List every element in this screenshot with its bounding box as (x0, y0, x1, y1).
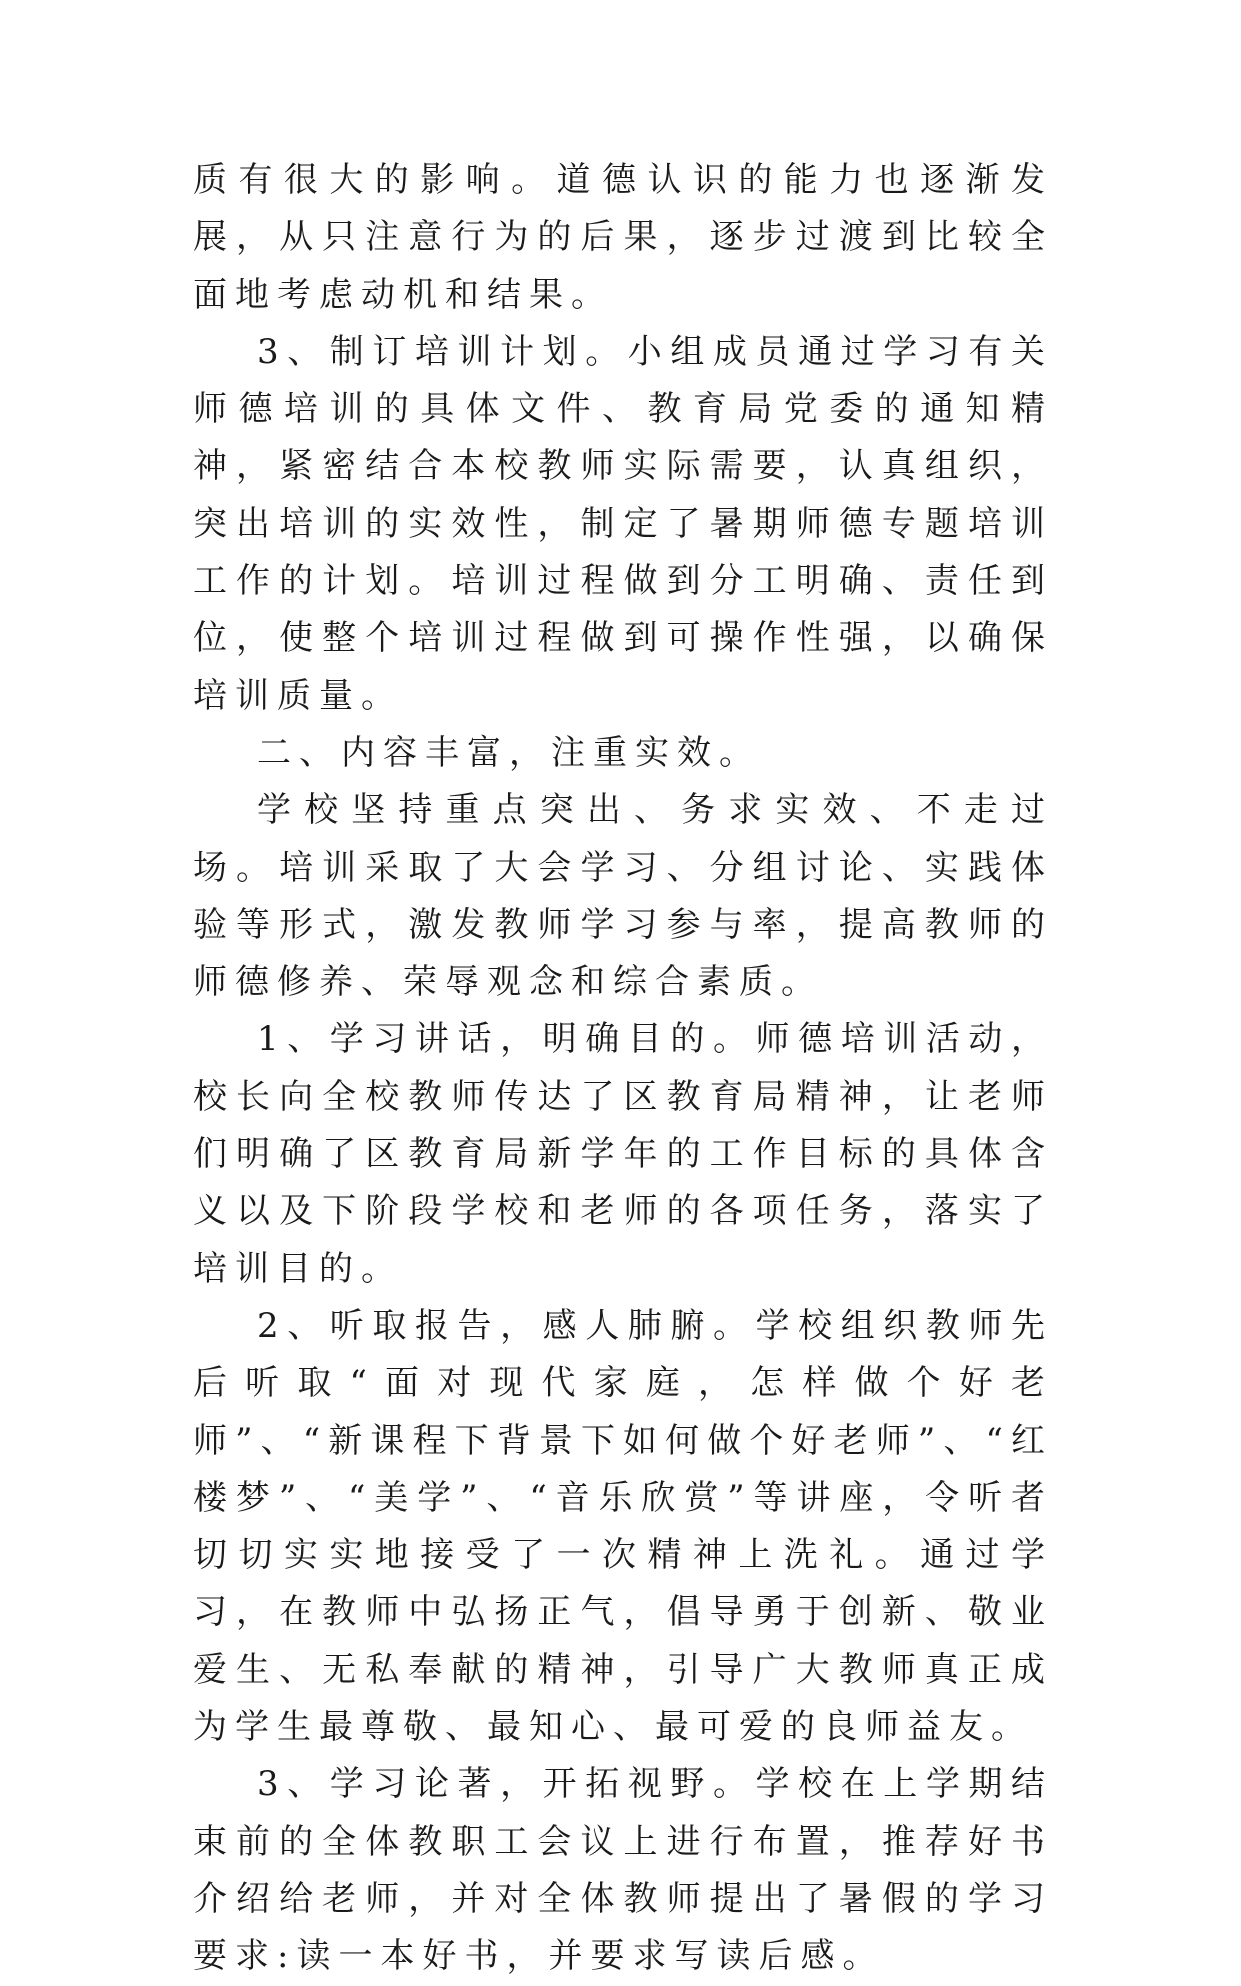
section-heading: 二、内容丰富，注重实效。 (257, 732, 761, 773)
paragraph: 质有很大的影响。道德认识的能力也逐渐发展，从只注意行为的后果，逐步过渡到比较全面地考虑动机和结果。 (193, 160, 1053, 315)
paragraph: 2、听取报告，感人肺腑。学校组织教师先后听取“面对现代家庭，怎样做个好老师”、“新课程下背景下如何做个好老师”、“红楼梦”、“美学”、“音乐欣赏”等讲座，令听者切切实实地接受了一次精神上洗礼。通过学习，在教师中弘扬正气，倡导勇于创新、敬业爱生、无私奉献的精神，引导广大教师真正成为学生最尊敬、最知心、最可爱的良师益友。 (193, 1305, 1053, 1748)
document-body (193, 152, 1053, 1986)
paragraph: 学校坚持重点突出、务求实效、不走过场。培训采取了大会学习、分组讨论、实践体验等形式，激发教师学习参与率，提高教师的师德修养、荣辱观念和综合素质。 (193, 790, 1053, 1003)
paragraph: 3、学习论著，开拓视野。学校在上学期结束前的全体教职工会议上进行布置，推荐好书介绍给老师，并对全体教师提出了暑假的学习要求:读一本好书，并要求写读后感。 (193, 1764, 1053, 1977)
paragraph: 3、制订培训计划。小组成员通过学习有关师德培训的具体文件、教育局党委的通知精神，紧密结合本校教师实际需要，认真组织，突出培训的实效性，制定了暑期师德专题培训工作的计划。培训过程做到分工明确、责任到位，使整个培训过程做到可操作性强，以确保培训质量。 (193, 331, 1053, 716)
paragraph: 1、学习讲话，明确目的。师德培训活动，校长向全校教师传达了区教育局精神，让老师们明确了区教育局新学年的工作目标的具体含义以及下阶段学校和老师的各项任务，落实了培训目的。 (193, 1019, 1053, 1289)
